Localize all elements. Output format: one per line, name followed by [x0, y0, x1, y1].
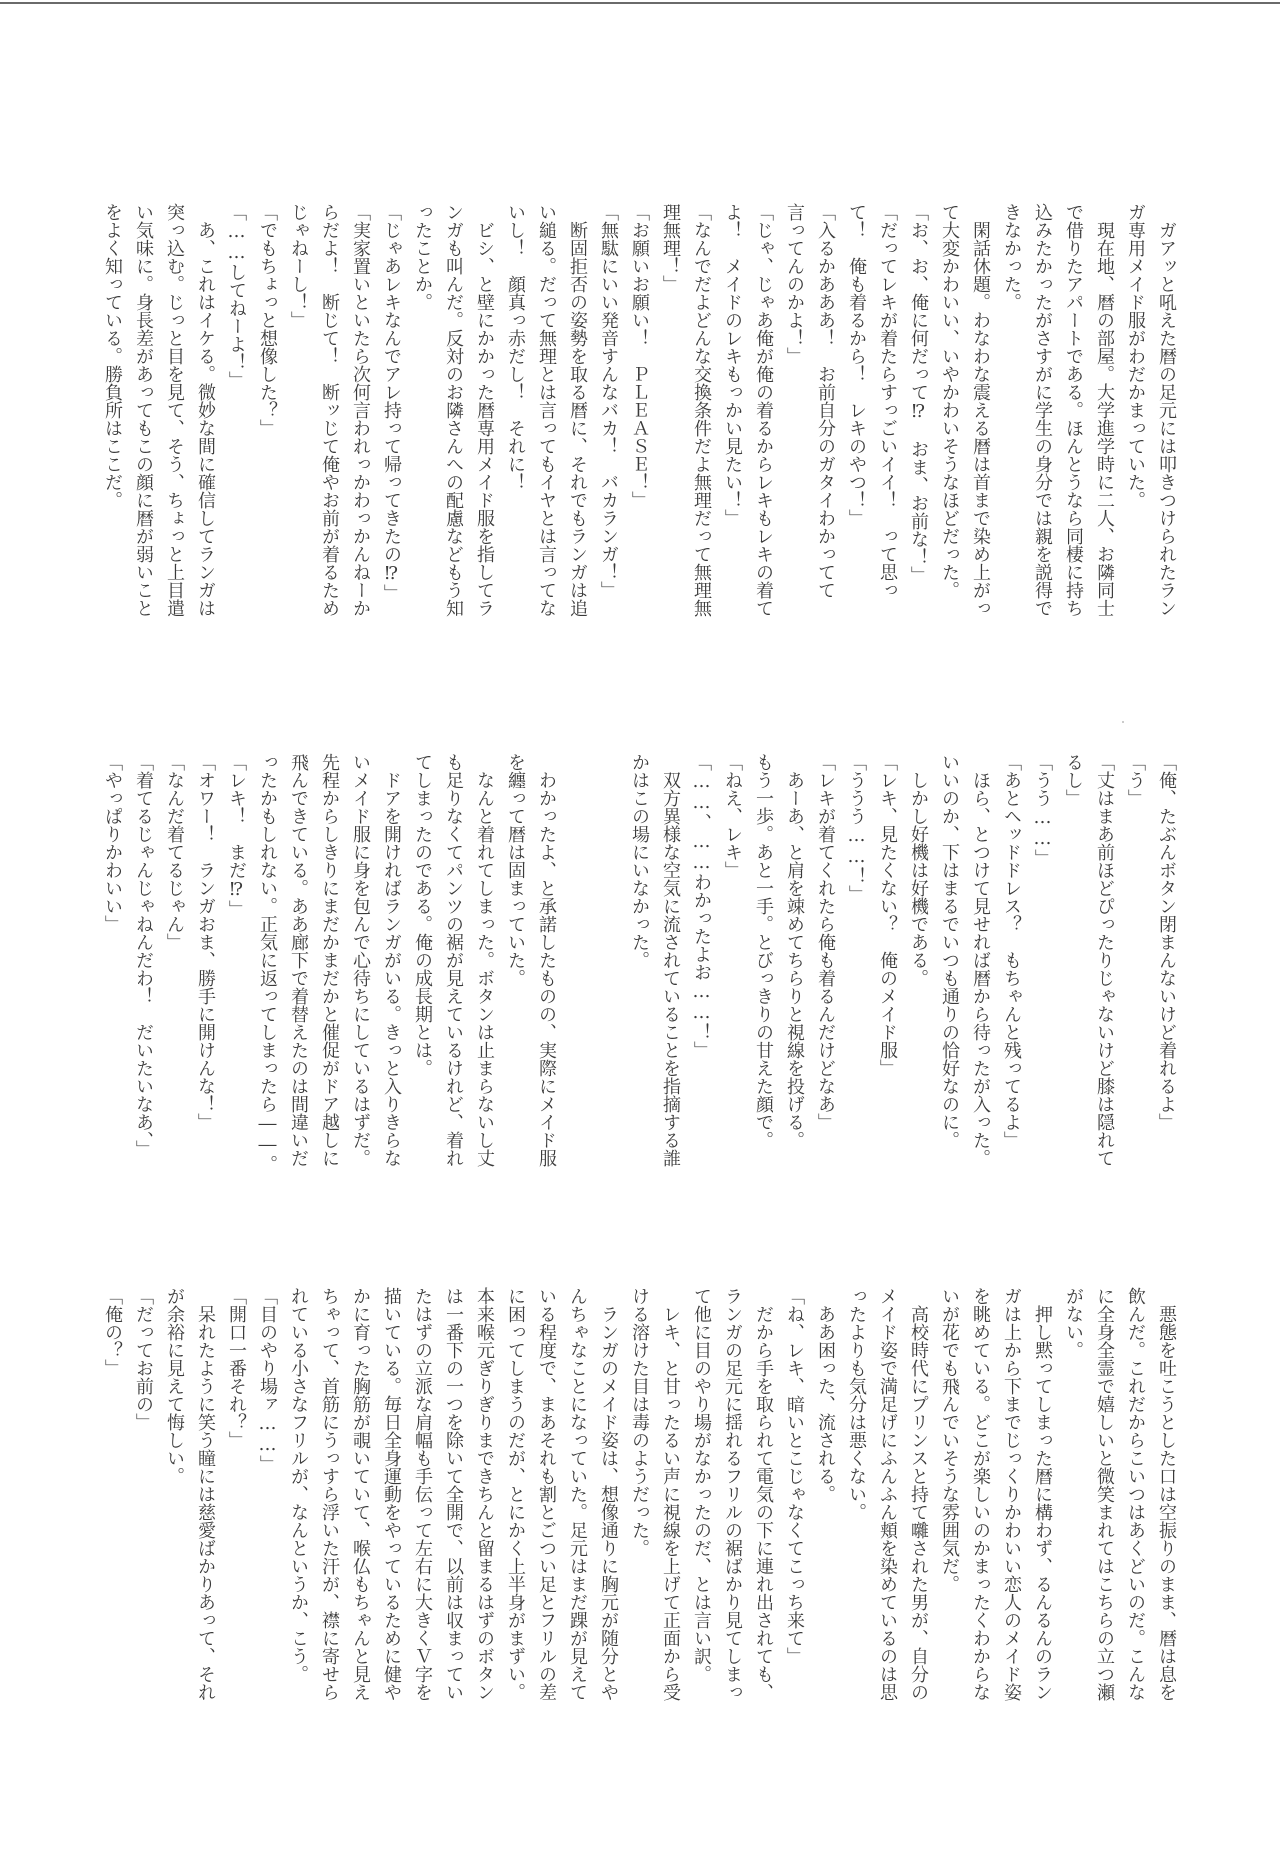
text-column: 現在地、暦の部屋。大学進学時に二人、お隣同士	[1094, 203, 1115, 617]
text-column: ガ専用メイド服がわだかまっていた。	[1125, 203, 1146, 509]
text-column: 「やっぱりかわいい」	[102, 753, 123, 933]
text-column: て他に目のやり場がなかったのだ、とは言い訳。	[691, 1287, 712, 1683]
text-column: 飲んだ。これだからこいつはあくどいのだ。こんな	[1125, 1287, 1146, 1701]
text-column: 「だってレキが着たらすっごいイイ！ って思っ	[877, 203, 898, 599]
text-column: だから手を取られて電気の下に連れ出されても、	[753, 1287, 774, 1701]
stray-dot	[1122, 721, 1124, 723]
text-column: 双方異様な空気に流されていることを指摘する誰	[660, 753, 681, 1167]
text-column: きなかった。	[1001, 203, 1022, 311]
text-column: 「なんでだよどんな交換条件だよ無理だって無理無	[691, 203, 712, 617]
text-block-top	[97, 203, 1182, 623]
text-column: をよく知っている。勝負所はここだ。	[102, 203, 123, 509]
text-column: ったかもしれない。正気に返ってしまったら――。	[257, 753, 278, 1173]
text-column: 飛んできている。ああ廊下で着替えたのは間違いだ	[288, 753, 309, 1167]
text-column: 突っ込む。じっと目を見て、そう、ちょっと上目遣	[164, 203, 185, 617]
text-column: ビシ、と壁にかかった暦専用メイド服を指してラ	[474, 203, 495, 617]
text-column: 悪態を吐こうとした口は空振りのまま、暦は息を	[1156, 1287, 1177, 1701]
text-column: が余裕に見えて悔しい。	[164, 1287, 185, 1485]
text-column: あ、これはイケる。微妙な間に確信してランガは	[195, 203, 216, 617]
text-column: も足りなくてパンツの裾が見えているけれど、着れ	[443, 753, 464, 1167]
text-column: かはこの場にいなかった。	[629, 753, 650, 969]
text-column: あーあ、と肩を竦めてちらりと視線を投げる。	[784, 753, 805, 1149]
text-column: ったことか。	[412, 203, 433, 311]
text-column: 「お、お、俺に何だって⁉ おま、お前な！」	[908, 203, 929, 584]
text-column: い気味に。身長差があってもこの顔に暦が弱いこと	[133, 203, 154, 617]
text-column: らだよ！ 断じて！ 断ッじて俺やお前が着るため	[319, 203, 340, 617]
text-column: 「レキ、見たくない？ 俺のメイド服」	[877, 753, 898, 1077]
text-column: ったよりも気分は悪くない。	[846, 1287, 867, 1521]
text-column: に全身全霊で嬉しいと微笑まれてはこちらの立つ瀬	[1094, 1287, 1115, 1701]
text-column: 「入るかあああ！ お前自分のガタイわかってて	[815, 203, 836, 599]
text-column: 「お願いお願い！ ＰＬＥＡＳＥ！」	[629, 203, 650, 509]
text-column: よ！ メイドのレキもっかい見たい！」	[722, 203, 743, 527]
text-column: れている小さなフリルが、なんというか、こう。	[288, 1287, 309, 1683]
text-column: 「レキが着てくれたら俺も着るんだけどなあ」	[815, 753, 836, 1131]
text-column: かに育った胸筋が覗いていて、喉仏もちゃんと見え	[350, 1287, 371, 1701]
text-column	[593, 753, 624, 1173]
text-column: いし！ 顔真っ赤だし！ それに！	[505, 203, 526, 491]
text-column: 「俺、たぶんボタン閉まんないけど着れるよ」	[1156, 753, 1177, 1131]
text-column: 「じゃあレキなんでアレ持って帰ってきたの⁉」	[381, 203, 402, 602]
text-column: 「ねえ、レキ」	[722, 753, 743, 879]
text-column: がない。	[1063, 1287, 1084, 1359]
text-column: 描いている。毎日全身運動をやっているために健や	[381, 1287, 402, 1701]
text-column: で借りたアパートである。ほんとうなら同棲に持ち	[1063, 203, 1084, 617]
text-column: いが花でも飛んでいそうな雰囲気だ。	[939, 1287, 960, 1593]
text-column	[562, 753, 593, 1173]
text-column: もう一歩。あと一手。とびっきりの甘えた顔で。	[753, 753, 774, 1149]
text-column: て！ 俺も着るから！ レキのやつ！」	[846, 203, 867, 527]
text-column: いいのか、下はまるでいつも通りの恰好なのに。	[939, 753, 960, 1149]
text-column: 「着てるじゃんじゃねんだわ！ だいたいなあ、」	[133, 753, 154, 1158]
text-column: 「なんだ着てるじゃん」	[164, 753, 185, 951]
text-column: 「うう……」	[1032, 753, 1053, 867]
text-column: メイド姿で満足げにふんふん頬を染めているのは思	[877, 1287, 898, 1701]
text-column: るし」	[1063, 753, 1084, 807]
text-column: 本来喉元ぎりぎりまできちんと留まるはずのボタン	[474, 1287, 495, 1701]
text-block-bottom	[97, 1287, 1182, 1707]
text-column: を眺めている。どこが楽しいのかまったくわからな	[970, 1287, 991, 1701]
text-column: 高校時代にプリンスと持て囃された男が、自分の	[908, 1287, 929, 1701]
text-column: 「でもちょっと想像した？」	[257, 203, 278, 437]
text-column: 「オワー！ ランガおま、勝手に開けんな！」	[195, 753, 216, 1131]
text-column: 押し黙ってしまった暦に構わず、るんるんのラン	[1032, 1287, 1053, 1701]
text-column: 理無理！」	[660, 203, 681, 293]
text-column: いメイド服に身を包んで心待ちにしているはずだ。	[350, 753, 371, 1167]
text-column: 断固拒否の姿勢を取る暦に、それでもランガは追	[567, 203, 588, 617]
text-column: 「……してねーよ！」	[226, 203, 247, 389]
text-column: ンガも叫んだ。反対のお隣さんへの配慮などもう知	[443, 203, 464, 617]
text-column: を纏って暦は固まっていた。	[505, 753, 526, 987]
text-column: 「う」	[1125, 753, 1146, 807]
text-column: わかったよ、と承諾したものの、実際にメイド服	[536, 753, 557, 1167]
text-column: 「目のやり場ァ……」	[257, 1287, 278, 1473]
text-column: んちゃなことになっていた。足元はまだ踝が見えて	[567, 1287, 588, 1701]
text-column: レキ、と甘ったるい声に視線を上げて正面から受	[660, 1287, 681, 1701]
text-column: ドアを開ければランガがいる。きっと入りきらな	[381, 753, 402, 1167]
text-column: なんと着れてしまった。ボタンは止まらないし丈	[474, 753, 495, 1167]
text-column: 閑話休題。わなわな震える暦は首まで染め上がっ	[970, 203, 991, 617]
text-column: 「レキ！ まだ⁉」	[226, 753, 247, 918]
text-block-middle	[97, 753, 1182, 1173]
text-column: いる程度で、まあそれも割とごつい足とフリルの差	[536, 1287, 557, 1701]
top-rule-divider	[0, 2, 1280, 4]
text-column: 「じゃ、じゃあ俺が俺の着るからレキもレキの着て	[753, 203, 774, 617]
text-column: 呆れたように笑う瞳には慈愛ばかりあって、それ	[195, 1287, 216, 1701]
text-column: い縋る。だって無理とは言ってもイヤとは言ってな	[536, 203, 557, 617]
text-column: 先程からしきりにまだかまだかと催促がドア越しに	[319, 753, 340, 1167]
text-column: は一番下の一つを除いて全開で、以前は収まってい	[443, 1287, 464, 1701]
text-column: ガは上から下までじっくりかわいい恋人のメイド姿	[1001, 1287, 1022, 1701]
text-column: 「ね、レキ、暗いとこじゃなくてこっち来て」	[784, 1287, 805, 1665]
text-column: ほら、とつけて見せれば暦から待ったが入った。	[970, 753, 991, 1167]
text-column: 言ってんのかよ！」	[784, 203, 805, 365]
text-column: ああ困った、流される。	[815, 1287, 836, 1503]
text-column: 「開口一番それ？」	[226, 1287, 247, 1449]
text-column: 「実家置いといたら次何言われっかわっかんねーか	[350, 203, 371, 617]
text-column: 「丈はまあ前ほどぴったりじゃないけど膝は隠れて	[1094, 753, 1115, 1167]
text-column: 「無駄にいい発音すんなバカ！ バカランガ！」	[598, 203, 619, 599]
text-column: ランガのメイド姿は、想像通りに胸元が随分とや	[598, 1287, 619, 1701]
text-column: て大変かわいい、いやかわいそうなほどだった。	[939, 203, 960, 599]
text-column: しかし好機は好機である。	[908, 753, 929, 987]
text-column: 「ううう……！」	[846, 753, 867, 903]
text-column: 込みたかったがさすがに学生の身分では親を説得で	[1032, 203, 1053, 617]
text-column: 「……、……わかったよお……！」	[691, 753, 712, 1059]
text-column: 「あとヘッドドレス？ もちゃんと残ってるよ」	[1001, 753, 1022, 1149]
text-column: てしまったのである。俺の成長期とは。	[412, 753, 433, 1077]
text-column: ランガの足元に揺れるフリルの裾ばかり見てしまっ	[722, 1287, 743, 1701]
text-column: ける溶けた目は毒のようだった。	[629, 1287, 650, 1557]
text-column: 「俺の？」	[102, 1287, 123, 1377]
text-column: ガアッと吼えた暦の足元には叩きつけられたラン	[1156, 203, 1177, 617]
text-column: に困ってしまうのだが、とにかく上半身がまずい。	[505, 1287, 526, 1701]
text-column: たはずの立派な肩幅も手伝って左右に大きくＶ字を	[412, 1287, 433, 1701]
text-column: 「だってお前の」	[133, 1287, 154, 1431]
text-column: じゃねーし！」	[288, 203, 309, 329]
text-column: ちゃって、首筋にうっすら浮いた汗が、襟に寄せら	[319, 1287, 340, 1701]
